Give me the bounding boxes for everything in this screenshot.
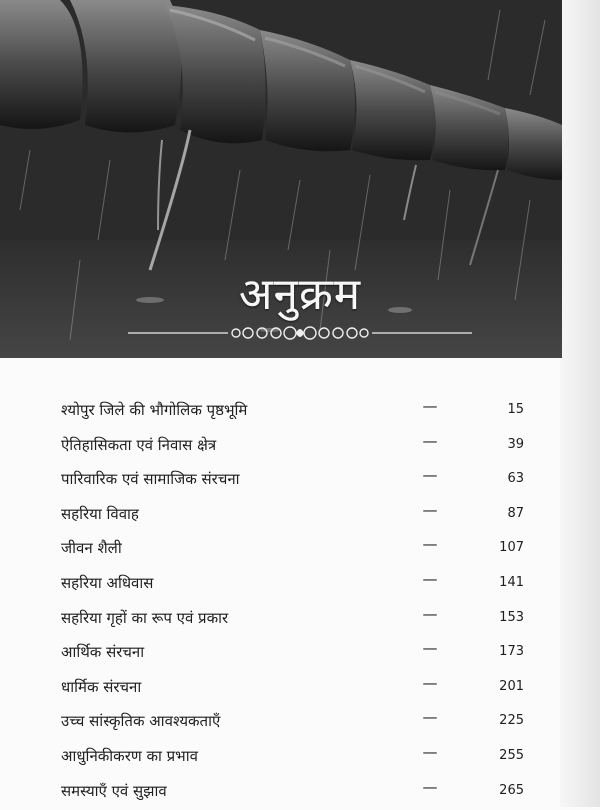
- toc-entry-title: धार्मिक संरचना: [61, 677, 142, 696]
- toc-separator: —: [422, 708, 438, 727]
- toc-row[interactable]: [0, 499, 600, 534]
- toc-separator: —: [422, 639, 438, 658]
- toc-page-number: 265: [499, 782, 524, 798]
- toc-page-number: 201: [499, 678, 524, 694]
- toc-row[interactable]: [0, 706, 600, 741]
- toc-separator: —: [422, 777, 438, 796]
- toc-entry-title: सहरिया गृहों का रूप एवं प्रकार: [61, 608, 229, 627]
- toc-entry-title: सहरिया विवाह: [61, 504, 139, 523]
- title-ornament-divider: [128, 320, 472, 346]
- toc-row[interactable]: [0, 533, 600, 568]
- toc-entry-title: ऐतिहासिकता एवं निवास क्षेत्र: [61, 435, 217, 454]
- toc-page-number: 141: [499, 575, 524, 590]
- toc-page-number: 107: [499, 540, 524, 556]
- toc-page-number: 15: [507, 402, 524, 417]
- contents-title: अनुक्रम: [238, 269, 362, 320]
- toc-entry-title: आधुनिकीकरण का प्रभाव: [61, 747, 198, 765]
- toc-entry-title: जीवन शैली: [61, 539, 122, 558]
- toc-row[interactable]: [0, 568, 600, 603]
- toc-page-number: 255: [499, 748, 524, 763]
- toc-page-number: 173: [499, 644, 524, 660]
- toc-page-number: 225: [499, 713, 524, 729]
- toc-row[interactable]: [0, 741, 600, 776]
- toc-separator: —: [422, 431, 438, 450]
- toc-entry-title: सहरिया अधिवास: [61, 574, 154, 592]
- toc-page-number: 39: [507, 436, 524, 452]
- toc-row[interactable]: [0, 637, 600, 672]
- toc-separator: —: [422, 570, 438, 588]
- toc-separator: —: [422, 500, 438, 519]
- toc-entry-title: श्योपुर जिले की भौगोलिक पृष्ठभूमि: [61, 401, 248, 419]
- toc-entry-title: समस्याएँ एवं सुझाव: [61, 781, 167, 800]
- toc-page-number: 87: [507, 505, 524, 521]
- toc-page-number: 63: [507, 471, 524, 487]
- toc-separator: —: [422, 673, 438, 692]
- toc-row[interactable]: [0, 464, 600, 499]
- toc-row[interactable]: [0, 776, 600, 810]
- toc-row[interactable]: [0, 603, 600, 638]
- toc-row[interactable]: [0, 430, 600, 465]
- toc-row[interactable]: [0, 395, 600, 430]
- toc-page-number: 153: [499, 609, 524, 625]
- toc-entry-title: उच्च सांस्कृतिक आवश्यकताएँ: [61, 712, 221, 731]
- toc-entry-title: आर्थिक संरचना: [61, 643, 145, 662]
- toc-separator: —: [422, 535, 438, 554]
- toc-separator: —: [422, 604, 438, 623]
- toc-row[interactable]: [0, 672, 600, 707]
- toc-separator: —: [422, 397, 438, 415]
- toc-separator: —: [422, 743, 438, 761]
- toc-entry-title: पारिवारिक एवं सामाजिक संरचना: [61, 470, 240, 489]
- toc-separator: —: [422, 466, 438, 485]
